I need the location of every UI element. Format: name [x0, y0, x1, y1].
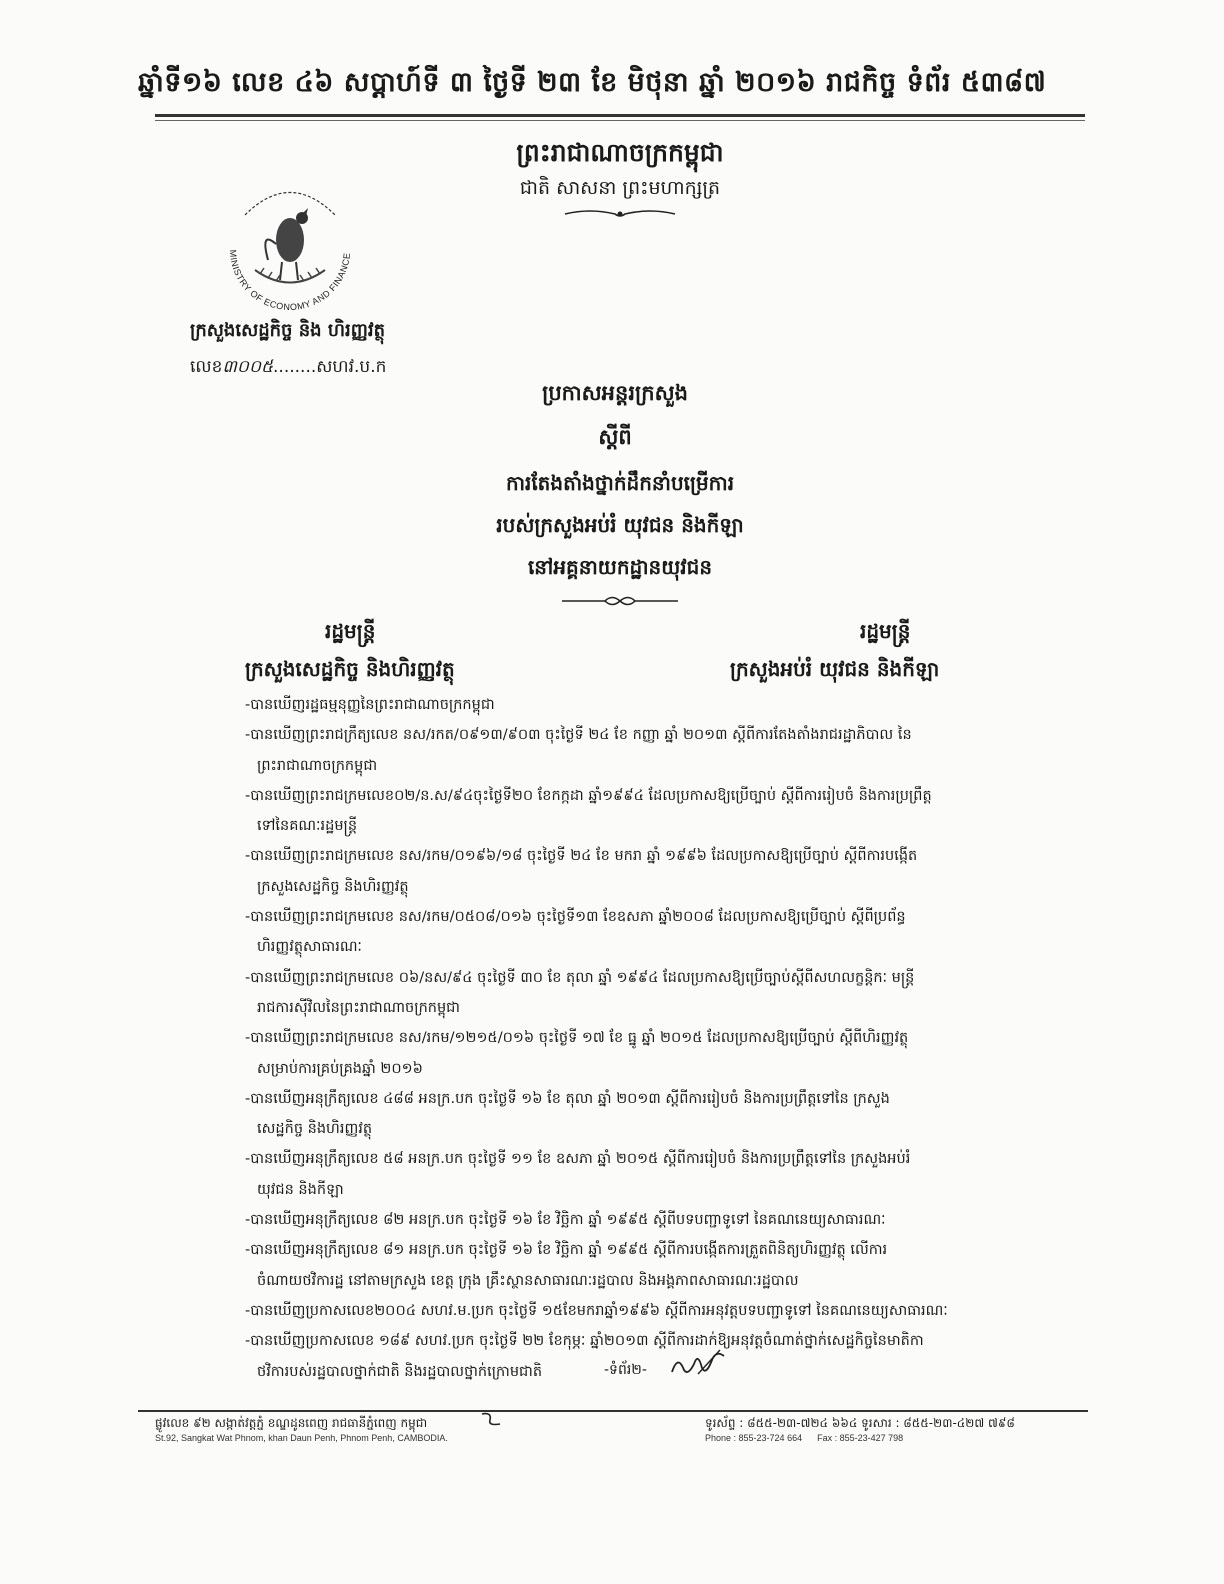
right-minister-ministry: ក្រសួងអប់រំ យុវជន និងកីឡា	[730, 657, 940, 681]
subject-line-2: របស់ក្រសួងអប់រំ យុវជន និងកីឡា	[496, 513, 744, 537]
list-item: សេដ្ឋកិច្ច និងហិរញ្ញវត្ថុ	[257, 1121, 373, 1138]
kingdom-title: ព្រះរាជាណាចក្រកម្ពុជា	[516, 138, 724, 167]
contact-english	[705, 1431, 1085, 1446]
ref-number: ៣០០៥	[222, 357, 274, 377]
list-item: -បានឃើញអនុក្រឹត្យលេខ ៥៨ អនក្រ.បក ចុះថ្ងៃទី ១១ ខែ ឧសភា ឆ្នាំ ២០១៥ ស្តីពីការរៀបចំ និងការប្រព្រឹត្តទៅនៃ ក្រសួងអប់រំ	[245, 1151, 911, 1168]
legal-basis-list	[245, 690, 1035, 1387]
address-english: St.92, Sangkat Wat Phnom, khan Daun Penh, Phnom Penh, CAMBODIA.	[155, 1433, 448, 1443]
list-item: ចំណាយថវិការដ្ឋ នៅតាមក្រសួង ខេត្ត ក្រុង គ្រឹះស្ថានសាធារណៈរដ្ឋបាល និងអង្គភាពសាធារណៈរដ្ឋបាល	[257, 1272, 799, 1289]
header-rule-thin	[155, 120, 1085, 121]
ornament-divider-icon	[560, 206, 680, 222]
seal-text: MINISTRY OF ECONOMY AND FINANCE	[227, 249, 353, 313]
list-item: -បានឃើញប្រកាសលេខ២០០៤ សហវ.ម.ប្រក ចុះថ្ងៃទី ១៥ខែមករាឆ្នាំ១៩៩៦ ស្តីពីការអនុវត្តបទបញ្ជាទូទៅ នៃគណនេយ្យសាធារណៈ	[245, 1302, 948, 1319]
reference-number: លេខ៣០០៥........សហវ.ប.ក	[190, 357, 387, 377]
ornament-divider-icon	[560, 592, 680, 610]
list-item: -បានឃើញព្រះរាជក្រឹត្យលេខ នស/រកត/០៩១៣/៩០៣ ចុះថ្ងៃទី ២៤ ខែ កញ្ញា ឆ្នាំ ២០១៣ ស្តីពីការតែងតាំងរាជរដ្ឋាភិបាល នៃ	[245, 727, 912, 744]
list-item: -បានឃើញអនុក្រឹត្យលេខ ៤៨៨ អនក្រ.បក ចុះថ្ងៃទី ១៦ ខែ តុលា ឆ្នាំ ២០១៣ ស្តីពីការរៀបចំ និងការប្រព្រឹត្តទៅនៃ ក្រសួង	[245, 1090, 890, 1107]
list-item: ហិរញ្ញវត្ថុសាធារណៈ	[257, 939, 362, 956]
ref-label: លេខ	[190, 357, 223, 377]
list-item: ទៅនៃគណៈរដ្ឋមន្ត្រី	[257, 818, 358, 835]
list-item: -បានឃើញព្រះរាជក្រមលេខ នស/រកម/០១៩៦/១៨ ចុះថ្ងៃទី ២៤ ខែ មករា ឆ្នាំ ១៩៩៦ ដែលប្រកាសឱ្យប្រើច្បាប់ ស្តីពីការបង្កើត	[245, 848, 918, 865]
ministry-seal-icon	[210, 170, 370, 320]
list-item: -បានឃើញអនុក្រឹត្យលេខ ៨១ អនក្រ.បក ចុះថ្ងៃទី ១៦ ខែ វិច្ឆិកា ឆ្នាំ ១៩៩៥ ស្តីពីការបង្កើតការត្រួតពិនិត្យហិរញ្ញវត្ថុ លើការ	[245, 1242, 888, 1259]
list-item: -បានឃើញប្រកាសលេខ ១៨៩ សហវ.ប្រក ចុះថ្ងៃទី ២២ ខែកុម្ភៈ ឆ្នាំ២០១៣ ស្តីពីការដាក់ឱ្យអនុវត្តចំណាត់ថ្នាក់សេដ្ឋកិច្ចនៃមាតិកា	[245, 1333, 924, 1350]
page-number: -ទំព័រ២-	[604, 1362, 647, 1378]
list-item: -បានឃើញព្រះរាជក្រមលេខ នស/រកម/១២១៥/០១៦ ចុះថ្ងៃទី ១៧ ខែ ធ្នូ ឆ្នាំ ២០១៥ ដែលប្រកាសឱ្យប្រើច្បាប់ ស្តីពីហិរញ្ញវត្ថុ	[245, 1030, 909, 1047]
footer-rule	[138, 1410, 1088, 1412]
national-motto: ជាតិ សាសនា ព្រះមហាក្សត្រ	[519, 177, 721, 199]
footer-contact	[705, 1416, 1085, 1446]
list-item: យុវជន និងកីឡា	[257, 1181, 344, 1198]
list-item: -បានឃើញព្រះរាជក្រមលេខ នស/រកម/០៥០៨/០១៦ ចុះថ្ងៃទី១៣ ខែឧសភា ឆ្នាំ២០០៨ ដែលប្រកាសឱ្យប្រើច្បាប់ ស្តីពីប្រព័ន្ធ	[245, 909, 906, 926]
ref-suffix: សហវ.ប.ក	[316, 357, 387, 377]
left-minister-ministry: ក្រសួងសេដ្ឋកិច្ច និងហិរញ្ញវត្ថុ	[245, 657, 455, 681]
right-minister-title: រដ្ឋមន្ត្រី	[860, 619, 911, 643]
list-item: ថវិការបស់រដ្ឋបាលថ្នាក់ជាតិ និងរដ្ឋបាលថ្នាក់ក្រោមជាតិ	[257, 1363, 543, 1380]
list-item: -បានឃើញរដ្ឋធម្មនុញ្ញនៃព្រះរាជាណាចក្រកម្ពុជា	[245, 697, 495, 713]
address-khmer: ផ្លូវលេខ ៩២ សង្កាត់វត្តភ្នំ ខណ្ឌដូនពេញ រាជធានីភ្នំពេញ កម្ពុជា	[155, 1416, 428, 1430]
subject-line-1: ការតែងតាំងថ្នាក់ដឹកនាំបម្រើការ	[505, 471, 735, 495]
contact-khmer: ទូរស័ព្ទ : ៨៥៥-២៣-៧២៤ ៦៦៤ ទូរសារ : ៨៥៥-២៣-៤២៧ ៧៩៨	[705, 1416, 1015, 1430]
subject-line-3: នៅអគ្គនាយកដ្ឋានយុវជន	[527, 555, 713, 579]
header-rule	[155, 114, 1085, 117]
list-item: ក្រសួងសេដ្ឋកិច្ច និងហិរញ្ញវត្ថុ	[257, 878, 409, 895]
phone-english: Phone : 855-23-724 664	[705, 1433, 803, 1443]
about-label: ស្តីពី	[598, 425, 632, 449]
document-type: ប្រកាសអន្តរក្រសួង	[542, 381, 688, 405]
list-item: សម្រាប់ការគ្រប់គ្រងឆ្នាំ ២០១៦	[257, 1060, 423, 1077]
gazette-header: ឆ្នាំទី១៦ លេខ ៤៦ សប្ដាហ៍ទី ៣ ថ្ងៃទី ២៣ ខែ មិថុនា ឆ្នាំ ២០១៦ រាជកិច្ច ទំព័រ ៥៣៨៧	[138, 67, 1047, 98]
list-item: -បានឃើញព្រះរាជក្រមលេខ០២/ន.ស/៩៤ចុះថ្ងៃទី២០ ខែកក្កដា ឆ្នាំ១៩៩៤ ដែលប្រកាសឱ្យប្រើច្បាប់ ស្តីពីការរៀបចំ និងការប្រព្រឹត្ត	[245, 787, 932, 804]
list-item: ព្រះរាជាណាចក្រកម្ពុជា	[257, 757, 378, 774]
list-item: រាជការស៊ីវិលនៃព្រះរាជាណាចក្រកម្ពុជា	[257, 999, 460, 1016]
list-item: -បានឃើញអនុក្រឹត្យលេខ ៨២ អនក្រ.បក ចុះថ្ងៃទី ១៦ ខែ វិច្ឆិកា ឆ្នាំ ១៩៩៥ ស្តីពីបទបញ្ជាទូទៅ នៃគណនេយ្យសាធារណៈ	[245, 1212, 886, 1229]
list-item: -បានឃើញព្រះរាជក្រមលេខ ០៦/នស/៩៤ ចុះថ្ងៃទី ៣០ ខែ តុលា ឆ្នាំ ១៩៩៤ ដែលប្រកាសឱ្យប្រើច្បាប់ស្តីពីសហលក្ខន្តិកៈ មន្ត្រី	[245, 969, 915, 986]
initial-signature-icon	[668, 1346, 728, 1382]
left-minister-title: រដ្ឋមន្ត្រី	[325, 619, 376, 643]
issuing-ministry: ក្រសួងសេដ្ឋកិច្ច និង ហិរញ្ញវត្ថុ	[190, 320, 385, 341]
footer-address	[155, 1416, 595, 1446]
fax-english: Fax : 855-23-427 798	[817, 1433, 904, 1443]
